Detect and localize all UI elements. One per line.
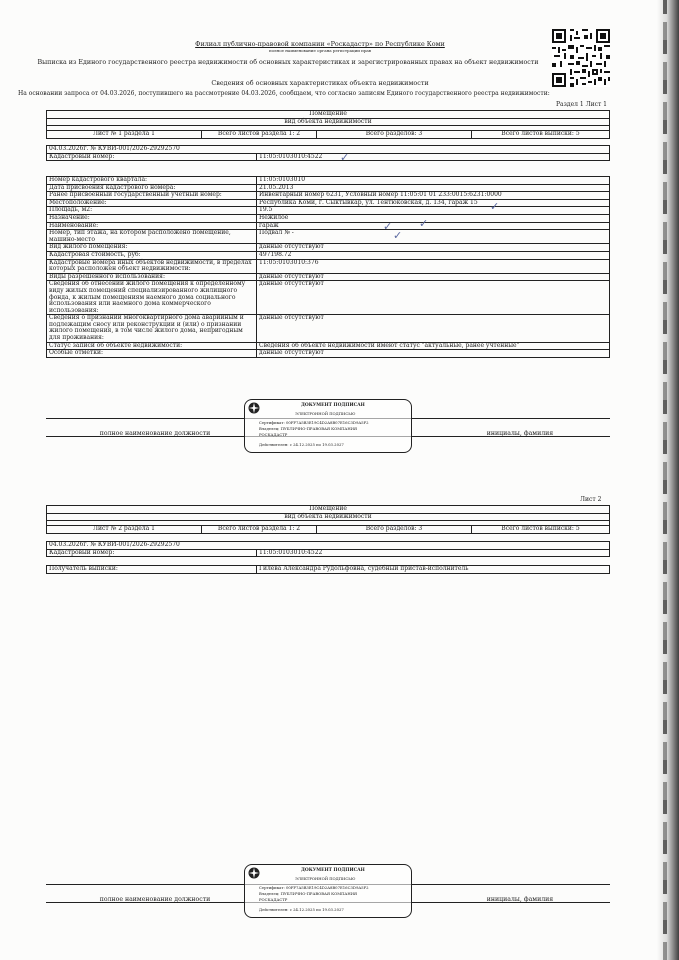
row-value: 497198.72 [257, 251, 610, 259]
row-value: данные отсутствуют [257, 244, 610, 252]
sheet2-label: Лист 2 [580, 496, 602, 503]
sections-total: Всего разделов: 3 [317, 526, 472, 534]
extract-subtitle: Сведения об основных характеристиках объекта недвижимости [211, 79, 429, 87]
characteristics-table [46, 176, 610, 358]
row-label: Местоположение: [47, 199, 257, 207]
stamp-certificate: Сертификат: 00FF7A5B3E19C4D2A8B07E16C3D9A5F2 [259, 885, 369, 890]
table-row [47, 207, 610, 215]
table-row [47, 214, 610, 222]
row-label: Ранее присвоенный государственный учетный номер: [47, 192, 257, 200]
row-label: Кадастровые номера иных объектов недвижимости, в пределах которых расположен объект недвижимости: [47, 259, 257, 273]
row-label: Вид жилого помещения: [47, 244, 257, 252]
emblem-icon [248, 867, 260, 879]
row-value: Нежилое [257, 214, 610, 222]
table-row [47, 199, 610, 207]
table-row [47, 259, 610, 273]
name-caption: инициалы, фамилия [486, 430, 554, 437]
stamp-certificate: Сертификат: 00FF7A5B3E19C4D2A8B07E16C3D9A5F2 [259, 420, 369, 425]
sheets-in-section: Всего листов раздела 1: 2 [202, 526, 317, 534]
row-value: данные отсутствуют [257, 273, 610, 281]
extract-sheets-total: Всего листов выписки: 5 [472, 526, 610, 534]
row-label: Назначение: [47, 214, 257, 222]
recipient-table [46, 565, 610, 574]
row-value: Инвентарный номер 6231, Условный номер 11:05:01 01 233:0015:6231:0000 [257, 192, 610, 200]
emblem-icon [248, 402, 260, 414]
stamp-validity: Действителен: с 24.12.2025 по 19.03.2027 [259, 907, 344, 912]
row-label: Номер, тип этажа, на котором расположено помещение, машино-место [47, 230, 257, 244]
table-row [47, 177, 610, 185]
row-label: Кадастровая стоимость, руб: [47, 251, 257, 259]
row-label: Наименование: [47, 222, 257, 230]
cadastral-number-value: 11:05:0103010:4522 [257, 153, 610, 161]
row-value: гараж [257, 222, 610, 230]
scan-edge-shadow [657, 0, 679, 960]
table-row [47, 315, 610, 342]
checkmark-icon: ✓ [419, 217, 429, 230]
organization-caption: полное наименование органа регистрации прав [268, 48, 372, 53]
row-value: 11:05:0103010:376 [257, 259, 610, 273]
object-type: Помещение [47, 111, 610, 119]
sheet2-doc-table [46, 541, 610, 557]
stamp-owner-2: РОСКАДАСТР [259, 897, 288, 902]
object-kind: вид объекта недвижимости [47, 118, 610, 126]
recipient-label: Получатель выписки: [47, 566, 257, 574]
row-value: 19.5 [257, 207, 610, 215]
sections-total: Всего разделов: 3 [317, 131, 472, 139]
sheet1-header-table [46, 110, 610, 139]
stamp-validity: Действителен: с 24.12.2025 по 19.03.2027 [259, 442, 344, 447]
position-caption: полное наименование должности [99, 896, 211, 903]
e-signature-stamp [244, 399, 412, 453]
row-label: Дата присвоения кадастрового номера: [47, 184, 257, 192]
request-basis: На основании запроса от 04.03.2026, поступившего на рассмотрение 04.03.2026, сообщаем, что согласно записям Единого государственного реестра недвижимости: [18, 90, 550, 97]
organization-name: Филиал публично-правовой компании «Роскадастр» по Республике Коми [195, 40, 445, 48]
table-row [47, 281, 610, 315]
stamp-owner-2: РОСКАДАСТР [259, 432, 288, 437]
row-label: Номер кадастрового квартала: [47, 177, 257, 185]
row-label: Виды разрешенного использования: [47, 273, 257, 281]
row-value: данные отсутствуют [257, 315, 610, 342]
stamp-owner: Владелец: ПУБЛИЧНО-ПРАВОВАЯ КОМПАНИЯ [259, 891, 358, 896]
stamp-subtitle: ЭЛЕКТРОННОЙ ПОДПИСЬЮ [295, 876, 356, 881]
row-value: Подвал № - [257, 230, 610, 244]
row-label: Сведения об отнесении жилого помещения к определенному виду жилых помещений специализированного жилищного фонда, к жилым помещениям наемного дома социального использования или наемного дома коммерческого использования: [47, 281, 257, 315]
qr-code-icon [552, 29, 610, 87]
table-row [47, 342, 610, 350]
cadastral-number-value: 11:05:0103010:4522 [257, 549, 610, 557]
cadastral-number-label: Кадастровый номер: [47, 549, 257, 557]
document-number: 04.03.2026г. № КУВИ-001/2026-29292570 [47, 146, 610, 154]
table-row [47, 230, 610, 244]
extract-sheets-total: Всего листов выписки: 5 [472, 131, 610, 139]
cadastral-number-label: Кадастровый номер: [47, 153, 257, 161]
section-sheet-label: Раздел 1 Лист 1 [556, 101, 607, 108]
sheet1-doc-table [46, 145, 610, 164]
row-label: Особые отметки: [47, 350, 257, 358]
name-caption: инициалы, фамилия [486, 896, 554, 903]
e-signature-stamp [244, 864, 412, 918]
scan-edge-marks [663, 0, 667, 960]
row-label: Площадь, м2: [47, 207, 257, 215]
row-value: Республика Коми, г. Сыктывкар, ул. Тентюковская, д. 134, гараж 15 [257, 199, 610, 207]
sheet2-header-table [46, 505, 610, 534]
position-caption: полное наименование должности [99, 430, 211, 437]
stamp-title: ДОКУМЕНТ ПОДПИСАН [301, 403, 365, 408]
stamp-title: ДОКУМЕНТ ПОДПИСАН [301, 868, 365, 873]
recipient-value: Гилева Александра Рудольфовна, судебный пристав-исполнитель [257, 566, 610, 574]
stamp-owner: Владелец: ПУБЛИЧНО-ПРАВОВАЯ КОМПАНИЯ [259, 426, 358, 431]
table-row [47, 251, 610, 259]
row-value: 21.05.2013 [257, 184, 610, 192]
object-type: Помещение [47, 506, 610, 514]
row-value: Сведения об объекте недвижимости имеют статус "актуальные, ранее учтенные" [257, 342, 610, 350]
table-row [47, 350, 610, 358]
row-label: Сведения о признании многоквартирного дома аварийным и подлежащим сносу или реконструкции и (или) о признании жилого помещения, в том числе жилого дома, непригодным для проживания: [47, 315, 257, 342]
row-label: Статус записи об объекте недвижимости: [47, 342, 257, 350]
extract-title: Выписка из Единого государственного реестра недвижимости об основных характеристиках и зарегистрированных правах на объект недвижимости [37, 59, 539, 66]
row-value: 11:05:0103010 [257, 177, 610, 185]
object-kind: вид объекта недвижимости [47, 513, 610, 521]
checkmark-icon: ✓ [490, 200, 500, 213]
checkmark-icon: ✓ [383, 220, 393, 233]
row-value: данные отсутствуют [257, 281, 610, 315]
checkmark-icon: ✓ [340, 151, 350, 164]
sheet-number: Лист № 1 раздела 1 [47, 131, 202, 139]
sheet-number: Лист № 2 раздела 1 [47, 526, 202, 534]
sheets-in-section: Всего листов раздела 1: 2 [202, 131, 317, 139]
row-value: данные отсутствуют [257, 350, 610, 358]
checkmark-icon: ✓ [393, 229, 403, 242]
stamp-subtitle: ЭЛЕКТРОННОЙ ПОДПИСЬЮ [295, 411, 356, 416]
document-number: 04.03.2026г. № КУВИ-001/2026-29292570 [47, 542, 610, 550]
